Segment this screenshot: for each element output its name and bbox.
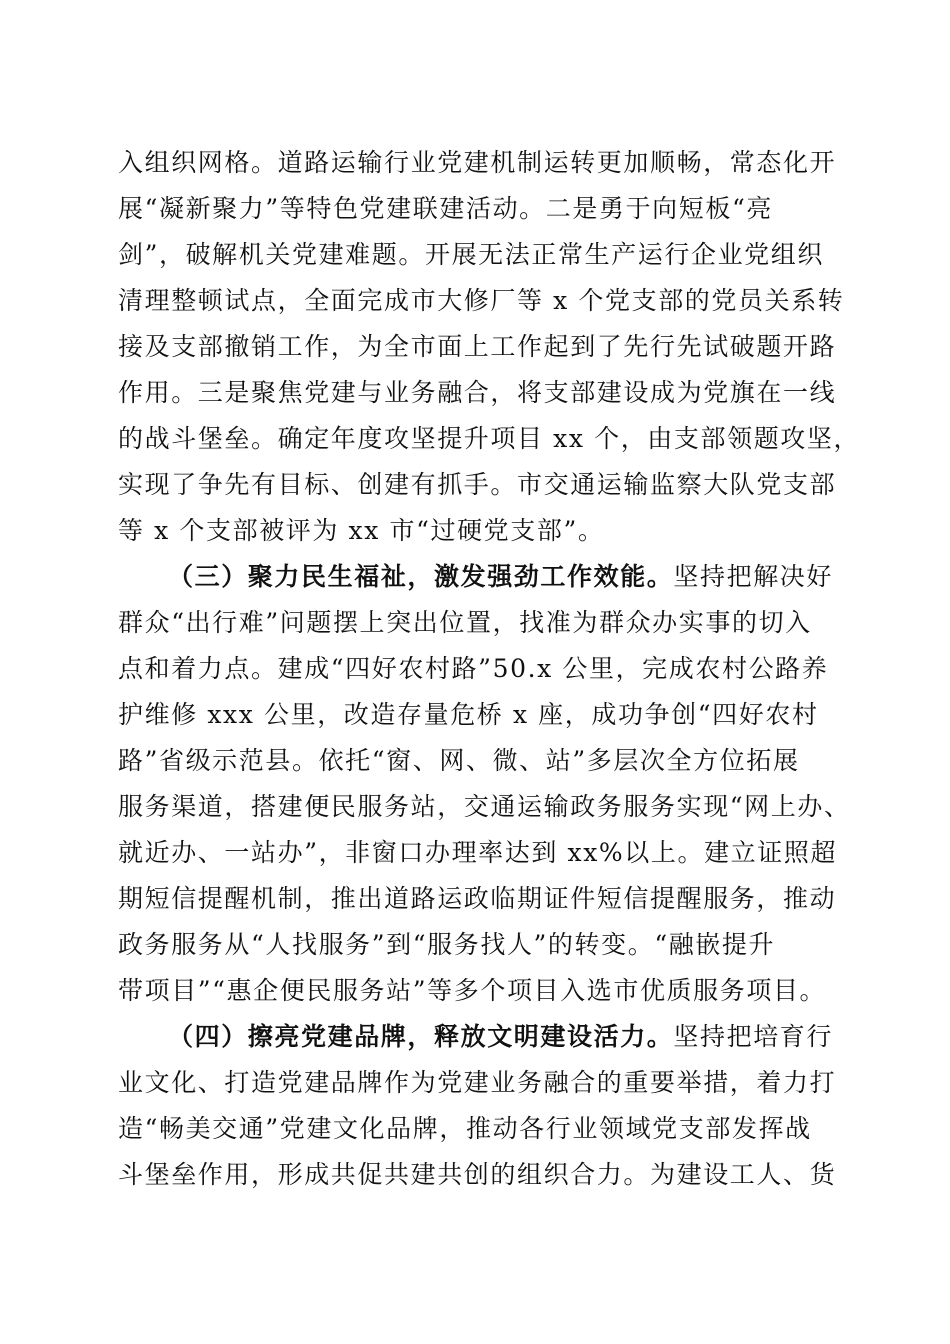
text-line: 业文化、打造党建品牌作为党建业务融合的重要举措，着力打 [118,1068,837,1097]
text-line: 剑”，破解机关党建难题。开展无法正常生产运行企业党组织 [118,240,824,269]
text-line: 服务渠道，搭建便民服务站，交通运输政务服务实现“网上办、 [118,792,851,821]
body-text [118,140,861,1198]
paragraph-continuation [118,140,861,554]
section-3-first-line-rest: 坚持把解决好 [673,562,834,591]
text-line: 点和着力点。建成“四好农村路”50.x 公里，完成农村公路养 [118,654,829,683]
section-3-heading: （三）聚力民生福祉，激发强劲工作效能。 [168,562,674,591]
text-line: 护维修 xxx 公里，改造存量危桥 x 座，成功争创“四好农村 [118,700,819,729]
text-line: 等 x 个支部被评为 xx 市“过硬党支部”。 [118,516,605,545]
section-4-heading: （四）擦亮党建品牌，释放文明建设活力。 [168,1022,674,1051]
text-line: 政务服务从“人找服务”到“服务找人”的转变。“融嵌提升 [118,930,776,959]
section-3-paragraph [118,554,851,1014]
text-line: 展“凝新聚力”等特色党建联建活动。二是勇于向短板“亮 [118,194,773,223]
text-line: 作用。三是聚焦党建与业务融合，将支部建设成为党旗在一线 [118,378,837,407]
text-line: 实现了争先有目标、创建有抓手。市交通运输监察大队党支部 [118,470,837,499]
text-line: 带项目”“惠企便民服务站”等多个项目入选市优质服务项目。 [118,976,827,1005]
text-line: 入组织网格。道路运输行业党建机制运转更加顺畅，常态化开 [118,148,837,177]
text-line: 就近办、一站办”，非窗口办理率达到 xx%以上。建立证照超 [118,838,838,867]
text-line: 的战斗堡垒。确定年度攻坚提升项目 xx 个，由支部领题攻坚， [118,424,861,453]
text-line: 接及支部撤销工作，为全市面上工作起到了先行先试破题开路 [118,332,837,361]
text-line: 造“畅美交通”党建文化品牌，推动各行业领域党支部发挥战 [118,1114,812,1143]
section-4-paragraph [118,1014,838,1198]
section-3-first-line [118,554,838,600]
text-line: 斗堡垒作用，形成共促共建共创的组织合力。为建设工人、货 [118,1160,837,1189]
text-line: 路”省级示范县。依托“窗、网、微、站”多层次全方位拓展 [118,746,800,775]
text-line: 群众“出行难”问题摆上突出位置，找准为群众办实事的切入 [118,608,812,637]
text-line: 清理整顿试点，全面完成市大修厂等 x 个党支部的党员关系转 [118,286,845,315]
section-4-first-line [118,1014,838,1060]
text-line: 期短信提醒机制，推出道路运政临期证件短信提醒服务，推动 [118,884,837,913]
section-4-first-line-rest: 坚持把培育行 [673,1022,834,1051]
